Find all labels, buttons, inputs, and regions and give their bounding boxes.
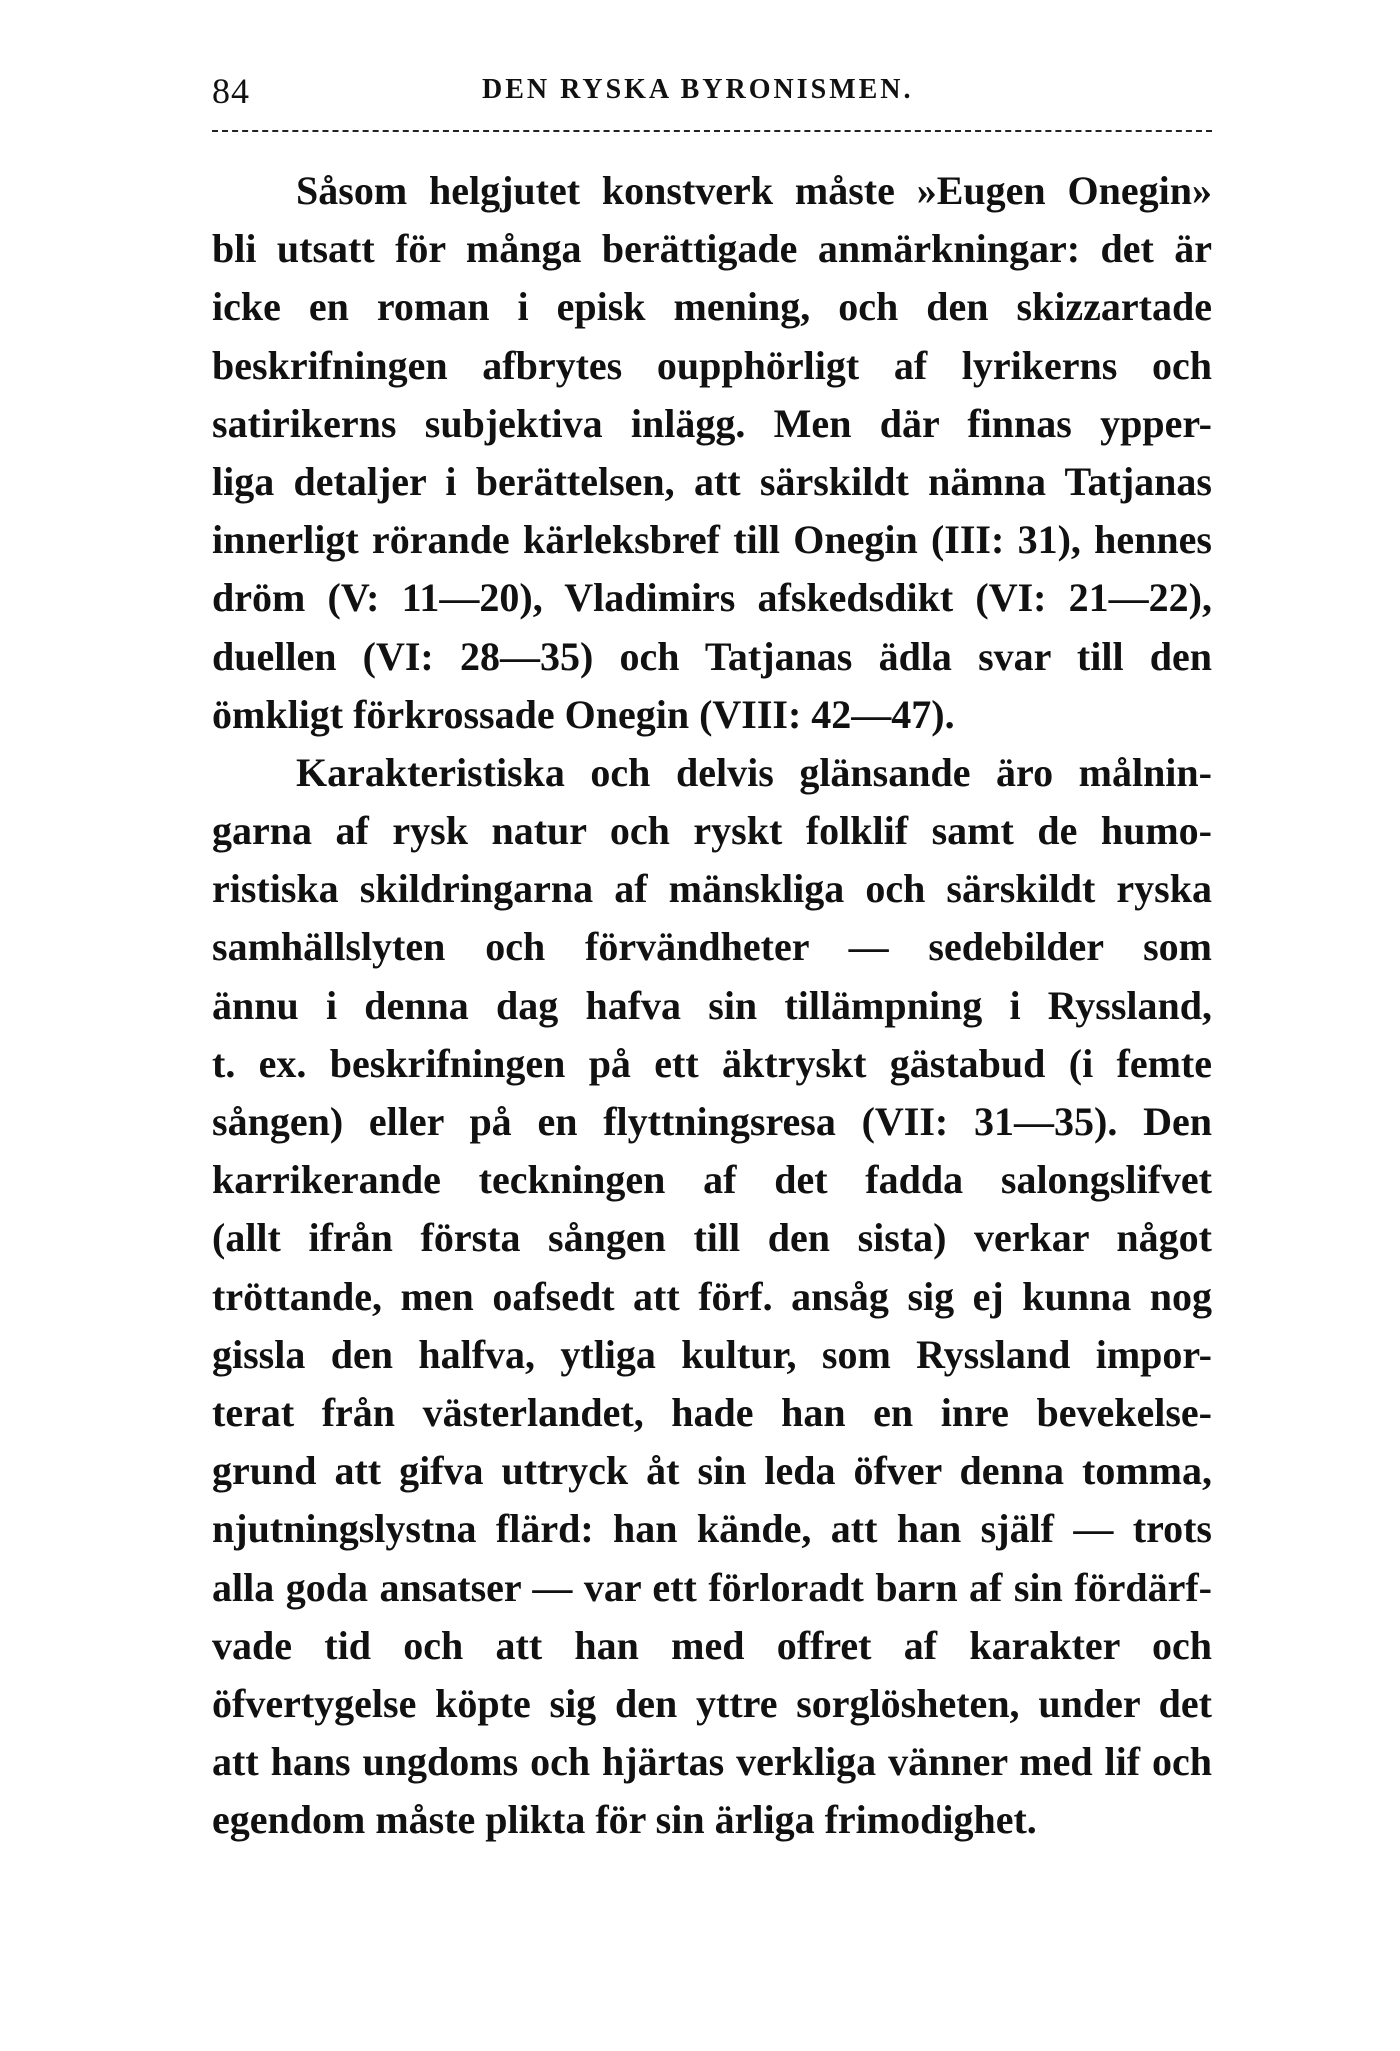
text-line: duellen (VI: 28—35) och Tatjanas ädla svar till den [212, 633, 1212, 679]
paragraph-2 [212, 744, 1212, 1850]
text-line: ömkligt förkrossade Onegin (VIII: 42—47). [212, 691, 955, 737]
text-line: satirikerns subjektiva inlägg. Men där finnas ypper- [212, 400, 1212, 446]
paragraph-1 [212, 162, 1212, 744]
text-line: alla goda ansatser — var ett förloradt barn af sin fördärf- [212, 1564, 1212, 1610]
text-line: vade tid och att han med offret af karakter och [212, 1622, 1212, 1668]
text-line: ännu i denna dag hafva sin tillämpning i Ryssland, [212, 982, 1212, 1028]
running-title: DEN RYSKA BYRONISMEN. [482, 74, 914, 105]
text-line: tröttande, men oafsedt att förf. ansåg sig ej kunna nog [212, 1273, 1212, 1319]
text-line: att hans ungdoms och hjärtas verkliga vänner med lif och [212, 1739, 1212, 1785]
text-line: samhällslyten och förvändheter — sedebilder som [212, 924, 1212, 970]
text-line: Karakteristiska och delvis glänsande äro målnin- [296, 749, 1212, 795]
text-line: karrikerande teckningen af det fadda salongslifvet [212, 1157, 1212, 1203]
text-line: sången) eller på en flyttningsresa (VII: 31—35). Den [212, 1099, 1212, 1144]
text-line: liga detaljer i berättelsen, att särskildt nämna Tatjanas [212, 458, 1212, 504]
text-line: ristiska skildringarna af mänskliga och särskildt ryska [212, 866, 1212, 912]
text-line: egendom måste plikta för sin ärliga frimodighet. [212, 1797, 1037, 1843]
text-line: t. ex. beskrifningen på ett äktryskt gästabud (i femte [212, 1040, 1212, 1086]
text-line: beskrifningen afbrytes oupphörligt af lyrikerns och [212, 342, 1212, 388]
text-line: icke en roman i episk mening, och den skizzartade [212, 284, 1212, 330]
text-line: njutningslystna flärd: han kände, att han själf — trots [212, 1506, 1212, 1552]
text-line: innerligt rörande kärleksbref till Onegin (III: 31), hennes [212, 517, 1212, 563]
text-line: dröm (V: 11—20), Vladimirs afskedsdikt (VI: 21—22), [212, 575, 1212, 621]
page-number: 84 [212, 71, 250, 111]
body-text [212, 162, 1212, 1849]
text-line: Såsom helgjutet konstverk måste »Eugen Onegin» [296, 168, 1212, 213]
text-line: öfvertygelse köpte sig den yttre sorglösheten, under det [212, 1680, 1212, 1726]
text-line: terat från västerlandet, hade han en inre bevekelse- [212, 1389, 1212, 1435]
text-line: (allt ifrån första sången till den sista) verkar något [212, 1215, 1212, 1261]
header-rule [212, 130, 1212, 132]
page-header [212, 70, 1212, 110]
text-line: bli utsatt för många berättigade anmärkningar: det är [212, 226, 1212, 272]
text-line: garna af rysk natur och ryskt folklif samt de humo- [212, 808, 1212, 854]
text-line: gissla den halfva, ytliga kultur, som Ryssland impor- [212, 1331, 1212, 1377]
text-line: grund att gifva uttryck åt sin leda öfver denna tomma, [212, 1448, 1212, 1494]
